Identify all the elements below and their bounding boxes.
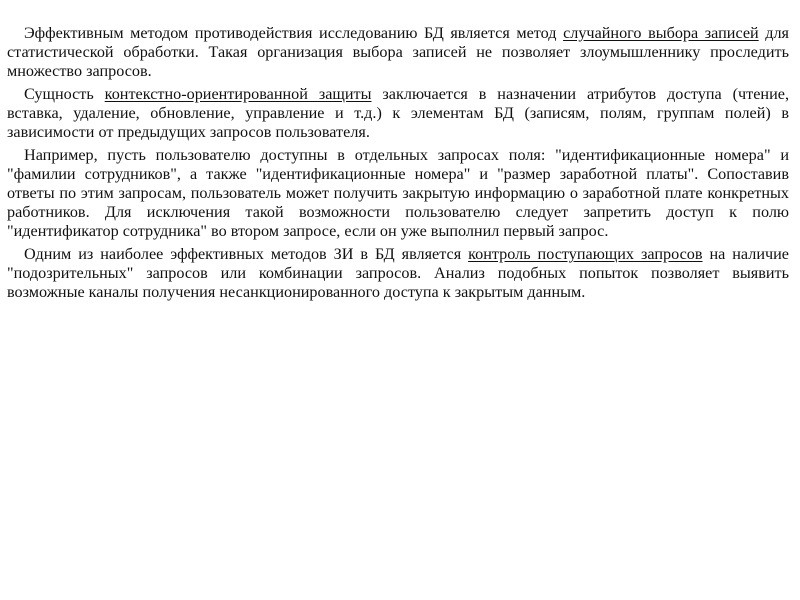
underlined-term-query-control: контроль поступающих запросов	[468, 245, 703, 263]
underlined-term-random-selection: случайного выбора записей	[563, 24, 759, 42]
paragraph-context-protection	[7, 85, 789, 142]
paragraph-text: заключается в назначении атрибутов доступа (чтение, вставка, удаление, обновление, управление и т.д.) к элементам БД (записям, полям, группам полей) в зависимости от предыдущих запросов пользователя.	[7, 85, 789, 141]
paragraph-text: Одним из наиболее эффективных методов ЗИ в БД является	[24, 245, 469, 263]
paragraph-text: Например, пусть пользователю доступны в отдельных запросах поля: "идентификационные номера" и "фамилии сотрудников", а также "идентификационные номера" и "размер заработной платы". Сопоставив ответы по этим запросам, пользователь может получить закрытую информацию о заработной плате конкретных работников. Для исключения такой возможности пользователю следует запретить доступ к полю "идентификатор сотрудника" во втором запросе, если он уже выполнил первый запрос.	[7, 146, 789, 240]
paragraph-text: Сущность	[24, 85, 105, 103]
paragraph-text: Эффективным методом противодействия исследованию БД является метод	[24, 24, 564, 42]
paragraph-query-control	[7, 245, 789, 302]
underlined-term-context-protection: контекстно-ориентированной защиты	[104, 85, 372, 103]
paragraph-random-selection	[7, 24, 789, 81]
document-body	[7, 24, 789, 306]
paragraph-text: на наличие "подозрительных" запросов или комбинации запросов. Анализ подобных попыток позволяет выявить возможные каналы получения несанкционированного доступа к закрытым данным.	[7, 245, 789, 301]
paragraph-text: для статистической обработки. Такая организация выбора записей не позволяет злоумышленнику проследить множество запросов.	[7, 24, 789, 80]
paragraph-example	[7, 146, 789, 241]
